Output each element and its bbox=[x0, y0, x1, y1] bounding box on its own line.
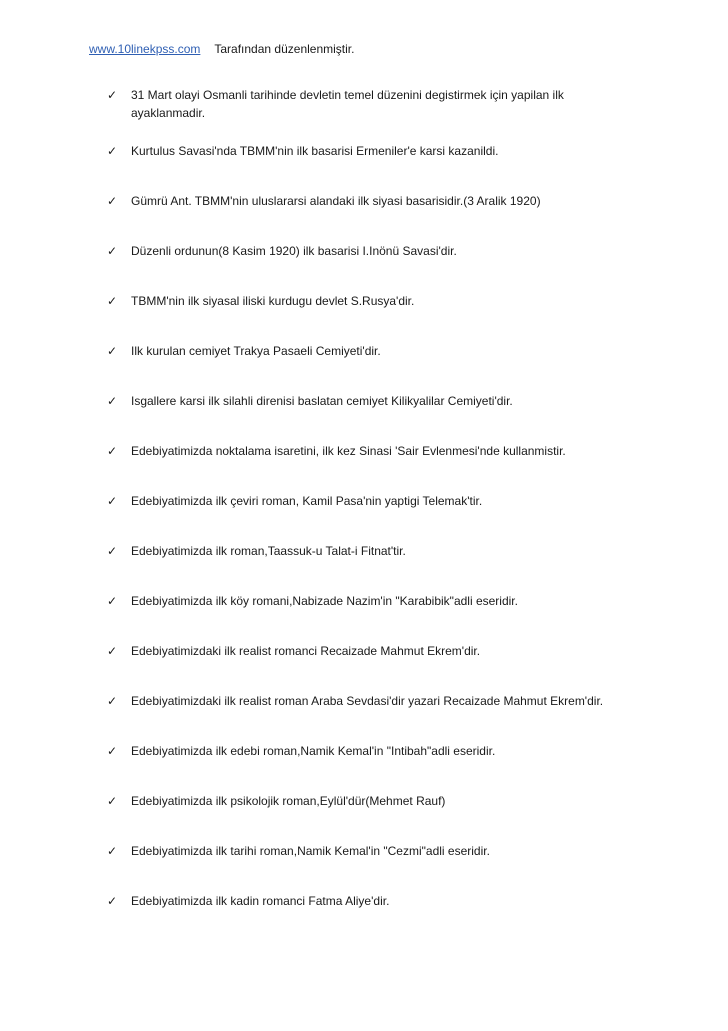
list-item bbox=[107, 592, 627, 610]
list-item bbox=[107, 642, 627, 660]
list-item bbox=[107, 692, 627, 710]
list-item bbox=[107, 292, 627, 310]
list-item-text: Düzenli ordunun(8 Kasim 1920) ilk basarisi I.Inönü Savasi'dir. bbox=[131, 244, 457, 258]
website-link[interactable]: www.10linekpss.com bbox=[89, 42, 201, 56]
list-item-text: Edebiyatimizda ilk tarihi roman,Namik Kemal'in "Cezmi"adli eseridir. bbox=[131, 844, 490, 858]
checkmark-icon: ✓ bbox=[107, 694, 118, 708]
list-item bbox=[107, 742, 627, 760]
checkmark-icon: ✓ bbox=[107, 844, 118, 858]
list-item-text: Edebiyatimizda ilk çeviri roman, Kamil Pasa'nin yaptigi Telemak'tir. bbox=[131, 494, 483, 508]
list-item-text: Isgallere karsi ilk silahli direnisi baslatan cemiyet Kilikyalilar Cemiyeti'dir. bbox=[131, 394, 513, 408]
page-header bbox=[89, 41, 354, 57]
checkmark-icon: ✓ bbox=[107, 894, 118, 908]
list-item-text: Edebiyatimizda ilk kadin romanci Fatma Aliye'dir. bbox=[131, 894, 390, 908]
list-item-text: Edebiyatimizda ilk köy romani,Nabizade Nazim'in "Karabibik"adli eseridir. bbox=[131, 594, 518, 608]
list-item bbox=[107, 892, 627, 910]
list-item bbox=[107, 392, 627, 410]
list-item bbox=[107, 542, 627, 560]
checkmark-icon: ✓ bbox=[107, 494, 118, 508]
list-item bbox=[107, 142, 627, 160]
list-item-text: Ilk kurulan cemiyet Trakya Pasaeli Cemiyeti'dir. bbox=[131, 344, 381, 358]
checkmark-icon: ✓ bbox=[107, 594, 118, 608]
checkmark-icon: ✓ bbox=[107, 88, 118, 102]
list-item bbox=[107, 342, 627, 360]
checkmark-icon: ✓ bbox=[107, 144, 118, 158]
checkmark-icon: ✓ bbox=[107, 194, 118, 208]
checkmark-icon: ✓ bbox=[107, 544, 118, 558]
list-item bbox=[107, 792, 627, 810]
list-item-text: Kurtulus Savasi'nda TBMM'nin ilk basarisi Ermeniler'e karsi kazanildi. bbox=[131, 144, 499, 158]
checkmark-icon: ✓ bbox=[107, 394, 118, 408]
list-item bbox=[107, 192, 627, 210]
list-item bbox=[107, 86, 627, 122]
list-item bbox=[107, 242, 627, 260]
checkmark-icon: ✓ bbox=[107, 244, 118, 258]
header-credit: Tarafından düzenlenmiştir. bbox=[214, 42, 355, 56]
checkmark-icon: ✓ bbox=[107, 644, 118, 658]
list-item-text: Edebiyatimizda noktalama isaretini, ilk kez Sinasi 'Sair Evlenmesi'nde kullanmistir. bbox=[131, 444, 566, 458]
checkmark-icon: ✓ bbox=[107, 744, 118, 758]
list-item-text: Edebiyatimizdaki ilk realist roman Araba Sevdasi'dir yazari Recaizade Mahmut Ekrem'dir. bbox=[131, 694, 604, 708]
list-item-text: TBMM'nin ilk siyasal iliski kurdugu devlet S.Rusya'dir. bbox=[131, 294, 415, 308]
list-item-text: Gümrü Ant. TBMM'nin uluslararsi alandaki ilk siyasi basarisidir.(3 Aralik 1920) bbox=[131, 194, 541, 208]
checkmark-icon: ✓ bbox=[107, 444, 118, 458]
list-item bbox=[107, 492, 627, 510]
list-item-text: Edebiyatimizda ilk psikolojik roman,Eylül'dür(Mehmet Rauf) bbox=[131, 794, 446, 808]
list-item-text: 31 Mart olayi Osmanli tarihinde devletin temel düzenini degistirmek için yapilan ilk ayaklanmadir. bbox=[131, 88, 564, 120]
checkmark-icon: ✓ bbox=[107, 344, 118, 358]
list-item-text: Edebiyatimizda ilk roman,Taassuk-u Talat-i Fitnat'tir. bbox=[131, 544, 406, 558]
list-item bbox=[107, 442, 627, 460]
list-item bbox=[107, 842, 627, 860]
checkmark-icon: ✓ bbox=[107, 794, 118, 808]
list-item-text: Edebiyatimizdaki ilk realist romanci Recaizade Mahmut Ekrem'dir. bbox=[131, 644, 481, 658]
checkmark-icon: ✓ bbox=[107, 294, 118, 308]
list-item-text: Edebiyatimizda ilk edebi roman,Namik Kemal'in "Intibah"adli eseridir. bbox=[131, 744, 496, 758]
